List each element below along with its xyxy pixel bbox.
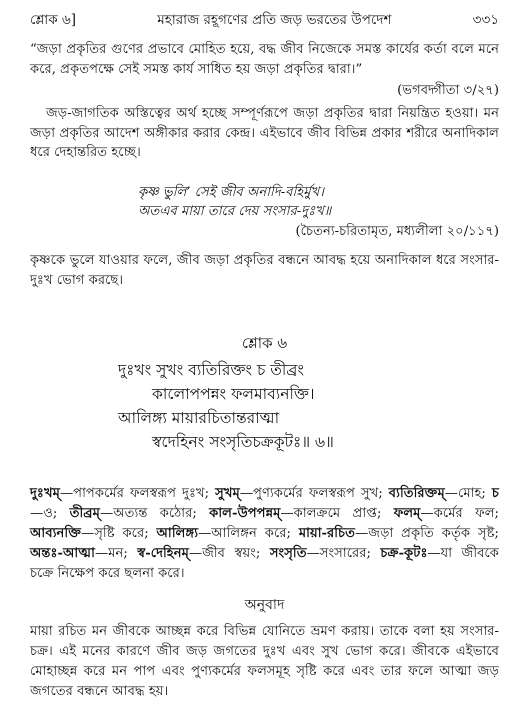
synonym-meaning: —মন; bbox=[94, 546, 138, 561]
synonym-term: আব্যনক্তি bbox=[30, 526, 82, 541]
synonym-meaning: —আলিঙ্গন করে; bbox=[198, 526, 299, 541]
sloka-line-1: দুঃখং সুখং ব্যতিরিক্তং চ তীব্রং bbox=[118, 361, 305, 379]
synonym-meaning: —ও; bbox=[30, 506, 70, 521]
cc-verse bbox=[138, 183, 331, 221]
cc-verse-line-1: কৃষ্ণ ভুলি’ সেই জীব অনাদি-বহির্মুখ। bbox=[138, 185, 324, 200]
translation-heading-text: অনুবাদ bbox=[244, 597, 285, 613]
page-header bbox=[30, 10, 499, 30]
synonym-term: সংসৃতি bbox=[269, 546, 307, 561]
sloka-heading-text: শ্লোক ৬ bbox=[241, 334, 288, 352]
synonym-term: ফলম্ bbox=[393, 506, 421, 521]
translation-heading bbox=[30, 594, 499, 617]
sloka-line-3: আলিঙ্গ্য মায়ারচিতান্তরাত্মা bbox=[118, 409, 280, 427]
synonym-meaning: —পুণ্যকর্মের ফলস্বরূপ সুখ; bbox=[239, 486, 389, 501]
synonym-term: মায়া-রচিত bbox=[298, 526, 356, 541]
synonym-term: দুঃখম্ bbox=[30, 486, 60, 501]
gita-citation bbox=[30, 81, 499, 101]
synonym-meaning: —কর্মের ফল; bbox=[420, 506, 499, 521]
synonym-term: স্ব-দেহিনম্ bbox=[137, 546, 189, 561]
synonyms bbox=[30, 484, 499, 584]
synonym-meaning: —জীব স্বয়ং; bbox=[188, 546, 270, 561]
translation bbox=[30, 622, 499, 702]
paragraph-1 bbox=[30, 104, 499, 163]
synonym-term: সুখম্ bbox=[215, 486, 240, 501]
synonym-meaning: —সৃষ্টি করে; bbox=[81, 526, 157, 541]
translation-text: মায়া রচিত মন জীবকে আচ্ছন্ন করে বিভিন্ন যোনিতে ভ্রমণ করায়। তাকে বলা হয় সংসার-চক্র। এই মনের কারণে জীব জড় জগতের দুঃখ এবং সুখ ভোগ করে। জীবকে এইভাবে মোহাচ্ছন্ন করে মন পাপ এবং পুণ্যকর্মের ফলসমূহ সৃষ্টি করে এবং তার ফলে আত্মা জড় জগতের বন্ধনে আবদ্ধ হয়। bbox=[30, 624, 499, 699]
synonym-term: চ bbox=[491, 486, 499, 501]
page-number: ৩৩১ bbox=[472, 12, 499, 28]
paragraph-2-text: কৃষ্ণকে ভুলে যাওয়ার ফলে, জীব জড়া প্রকৃতির বন্ধনে আবদ্ধ হয়ে অনাদিকাল ধরে সংসার-দুঃখ ভোগ করছে। bbox=[30, 253, 499, 288]
paragraph-2 bbox=[30, 251, 499, 290]
gita-quote bbox=[30, 40, 499, 79]
cc-citation bbox=[30, 222, 499, 242]
sloka-verse bbox=[118, 358, 334, 454]
sloka-line-2: কালোপপন্নং ফলমাব্যনক্তি। bbox=[152, 385, 315, 403]
synonym-meaning: —পাপকর্মের ফলস্বরূপ দুঃখ; bbox=[59, 486, 216, 501]
cc-citation-text: (চৈতন্য-চরিতামৃত, মধ্যলীলা ২০/১১৭) bbox=[295, 224, 499, 239]
gita-citation-text: (ভগবদ্গীতা ৩/২৭) bbox=[397, 83, 499, 98]
cc-verse-line-2: অতএব মায়া তারে দেয় সংসার-দুঃখ॥ bbox=[138, 204, 332, 219]
synonym-meaning: —সংসারের; bbox=[306, 546, 381, 561]
synonym-meaning: —অত্যন্ত কঠোর; bbox=[100, 506, 210, 521]
synonym-term: ব্যতিরিক্তম্ bbox=[388, 486, 445, 501]
header-chapter-ref: শ্লোক ৬] bbox=[30, 12, 76, 28]
synonym-term: কাল-উপপন্নম্ bbox=[209, 506, 281, 521]
synonym-meaning: —কালক্রমে প্রাপ্ত; bbox=[280, 506, 394, 521]
synonym-meaning: —জড়া প্রকৃতি কর্তৃক সৃষ্ট; bbox=[355, 526, 499, 541]
synonym-term: তীব্রম্ bbox=[69, 506, 100, 521]
sloka-line-4: স্বদেহিনং সংসৃতিচক্রকূটঃ॥ ৬॥ bbox=[152, 433, 334, 451]
synonym-meaning: —মোহ; bbox=[444, 486, 492, 501]
sloka-heading bbox=[30, 332, 499, 355]
synonym-term: আলিঙ্গ্য bbox=[156, 526, 199, 541]
synonym-term: অন্তঃ-আত্মা bbox=[30, 546, 95, 561]
gita-quote-text: “জড়া প্রকৃতির গুণের প্রভাবে মোহিত হয়ে, বদ্ধ জীব নিজেকে সমস্ত কার্যের কর্তা বলে মনে করে, প্রকৃতপক্ষে সেই সমস্ত কার্য সাধিত হয় জড়া প্রকৃতির দ্বারা।” bbox=[30, 42, 499, 77]
paragraph-1-text: জড়-জাগতিক অস্তিত্বের অর্থ হচ্ছে সম্পূর্ণরূপে জড়া প্রকৃতির দ্বারা নিয়ন্ত্রিত হওয়া। মন জড়া প্রকৃতির আদেশ অঙ্গীকার করার কেন্দ্র। এইভাবে জীব বিভিন্ন প্রকার শরীরে অনাদিকাল ধরে দেহান্তরিত হচ্ছে। bbox=[30, 106, 499, 160]
synonym-meaning: —যা জীবকে চক্রে নিক্ষেপ করে ছলনা করে। bbox=[30, 546, 499, 581]
synonym-term: চক্র-কূটঃ bbox=[380, 546, 428, 561]
header-title: মহারাজ রহূগণের প্রতি জড় ভরতের উপদেশ bbox=[157, 12, 392, 28]
